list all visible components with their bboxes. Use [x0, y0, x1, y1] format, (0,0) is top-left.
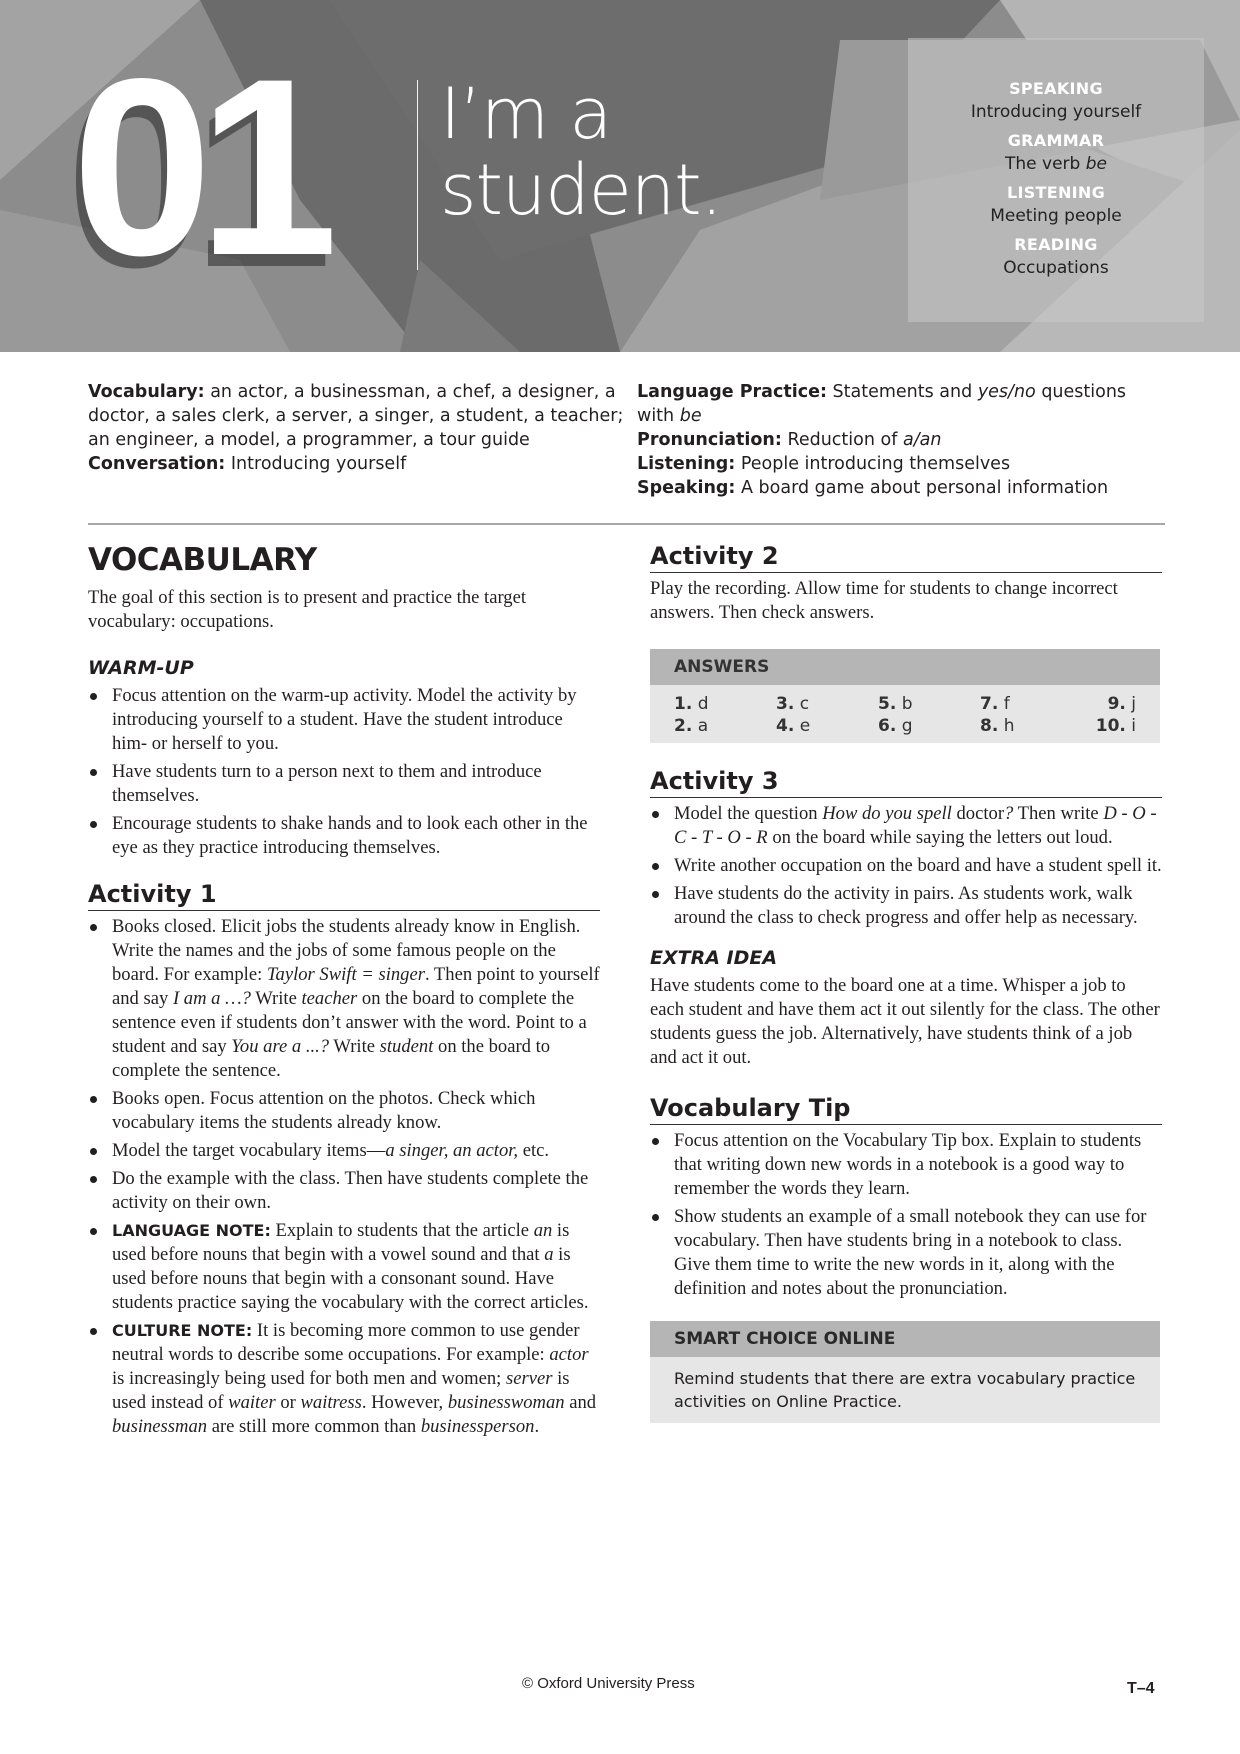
bullet-icon — [90, 1176, 97, 1183]
smart-choice-online-box — [650, 1321, 1160, 1423]
bullet-icon — [90, 1228, 97, 1235]
bullet-icon — [90, 1096, 97, 1103]
bullet-icon — [90, 1328, 97, 1335]
warmup-title: WARM-UP — [88, 657, 194, 679]
answer-item: 2. a — [674, 716, 709, 736]
topic-value-reading: Occupations — [1003, 258, 1109, 278]
answer-item: 10. i — [1095, 716, 1136, 736]
section-title-vocabulary: VOCABULARY — [88, 542, 317, 578]
answer-item: 1. d — [674, 694, 709, 714]
vocab-tip-item: Show students an example of a small notebook they can use for vocabulary. Then have students bring in a notebook to class. Give them time to write the new words in it, along with the definition and notes about the pronunciation. — [650, 1205, 1162, 1301]
answer-item: 6. g — [878, 716, 913, 736]
unit-title — [440, 73, 722, 231]
overview-speaking: Speaking: A board game about personal information — [637, 478, 1109, 498]
warmup-item: Focus attention on the warm-up activity. Model the activity by introducing yourself to a student. Have the student introduce him- or herself to you. — [88, 684, 600, 756]
activity1-item: Books open. Focus attention on the photos. Check which vocabulary items the students already know. — [88, 1087, 600, 1135]
overview-right — [637, 380, 1157, 500]
overview-divider — [88, 523, 1165, 525]
bullet-icon — [652, 863, 659, 870]
activity1-list — [88, 915, 600, 1439]
answer-item: 5. b — [878, 694, 913, 714]
activity1-item: Do the example with the class. Then have students complete the activity on their own. — [88, 1167, 600, 1215]
activity1-item: Model the target vocabulary items—a singer, an actor, etc. — [88, 1139, 600, 1163]
activity3-list — [650, 802, 1162, 930]
activity3-title: Activity 3 — [650, 765, 1162, 798]
copyright: © Oxford University Press — [522, 1675, 695, 1692]
overview-left — [88, 380, 628, 476]
activity1-item: Books closed. Elicit jobs the students already know in English. Write the names and the jobs of some famous people on the board. For example: Taylor Swift = singer. Then point to yourself and say I am a …? Write teacher on the board to complete the sentence even if students don’t answer with the word. Point to a student and say You are a ...? Write student on the board to complete the sentence. — [88, 915, 600, 1083]
answer-item: 8. h — [980, 716, 1015, 736]
right-column — [650, 540, 1162, 1423]
vocab-tip-item: Focus attention on the Vocabulary Tip box. Explain to students that writing down new words in a notebook is a good way to remember the words they learn. — [650, 1129, 1162, 1201]
answer-item: 4. e — [776, 716, 811, 736]
bullet-icon — [652, 1138, 659, 1145]
activity3-item: Have students do the activity in pairs. As students work, walk around the class to check progress and offer help as necessary. — [650, 882, 1162, 930]
overview-language-practice: Language Practice: Statements and yes/no questions with be — [637, 382, 1127, 426]
vocab-tip-list — [650, 1129, 1162, 1301]
answers-box — [650, 649, 1160, 743]
overview-pronunciation: Pronunciation: Reduction of a/an — [637, 430, 942, 450]
activity3-item: Model the question How do you spell doctor? Then write D - O - C - T - O - R on the board while saying the letters out loud. — [650, 802, 1162, 850]
bullet-icon — [90, 769, 97, 776]
unit-title-line2: student. — [440, 149, 722, 231]
bullet-icon — [652, 891, 659, 898]
unit-banner — [0, 0, 1240, 352]
page-number: T–4 — [1127, 1680, 1155, 1697]
bullet-icon — [90, 693, 97, 700]
topic-value-listening: Meeting people — [990, 206, 1122, 226]
bullet-icon — [90, 924, 97, 931]
warmup-item: Have students turn to a person next to them and introduce themselves. — [88, 760, 600, 808]
unit-number: 01 — [72, 27, 325, 308]
title-divider — [417, 80, 418, 270]
vocab-tip-title: Vocabulary Tip — [650, 1092, 1162, 1125]
bullet-icon — [90, 1148, 97, 1155]
activity1-culture-note: CULTURE NOTE: It is becoming more common to use gender neutral words to describe some occupations. For example: actor is increasingly being used for both men and women; server is used instead of waiter or waitress. However, businesswoman and businessman are still more common than businessperson. — [88, 1319, 600, 1439]
bullet-icon — [90, 821, 97, 828]
extra-idea-title: EXTRA IDEA — [650, 947, 778, 969]
answers-title: ANSWERS — [650, 649, 1160, 685]
activity1-language-note: LANGUAGE NOTE: Explain to students that the article an is used before nouns that begin with a vowel sound and that a is used before nouns that begin with a consonant sound. Have students practice saying the vocabulary with the correct articles. — [88, 1219, 600, 1315]
topic-label-reading: READING — [1014, 235, 1098, 254]
topic-value-speaking: Introducing yourself — [970, 102, 1142, 122]
activity2-title: Activity 2 — [650, 540, 1162, 573]
answers-grid — [650, 685, 1160, 743]
topic-label-speaking: SPEAKING — [1009, 79, 1103, 98]
answer-item: 9. j — [1107, 694, 1136, 714]
unit-title-line1: I’m a — [440, 73, 612, 155]
overview-conversation: Conversation: Introducing yourself — [88, 454, 407, 474]
warmup-item: Encourage students to shake hands and to look each other in the eye as they practice introducing themselves. — [88, 812, 600, 860]
answer-item: 3. c — [776, 694, 810, 714]
left-column — [88, 540, 600, 1443]
topic-label-listening: LISTENING — [1006, 183, 1106, 202]
activity3-item: Write another occupation on the board and have a student spell it. — [650, 854, 1162, 878]
smart-choice-text: Remind students that there are extra vocabulary practice activities on Online Practice. — [674, 1369, 1136, 1411]
unit-topics-box — [908, 38, 1204, 322]
bullet-icon — [652, 811, 659, 818]
extra-idea-text: Have students come to the board one at a time. Whisper a job to each student and have them act it out silently for the class. The other students guess the job. Alternatively, have students think of a job and act it out. — [650, 975, 1160, 1068]
bullet-icon — [652, 1214, 659, 1221]
topic-label-grammar: GRAMMAR — [1007, 131, 1105, 150]
activity1-title: Activity 1 — [88, 878, 600, 911]
topic-value-grammar: The verb be — [1005, 154, 1107, 174]
overview-listening: Listening: People introducing themselves — [637, 454, 1011, 474]
overview-vocabulary: Vocabulary: an actor, a businessman, a chef, a designer, a doctor, a sales clerk, a server, a singer, a student, a teacher; an engineer, a model, a programmer, a tour guide — [88, 382, 624, 450]
vocabulary-intro: The goal of this section is to present and practice the target vocabulary: occupations. — [88, 587, 527, 632]
smart-choice-title: SMART CHOICE ONLINE — [650, 1321, 1160, 1357]
warmup-list — [88, 684, 600, 860]
answer-item: 7. f — [980, 694, 1010, 714]
activity2-text: Play the recording. Allow time for students to change incorrect answers. Then check answers. — [650, 578, 1118, 623]
